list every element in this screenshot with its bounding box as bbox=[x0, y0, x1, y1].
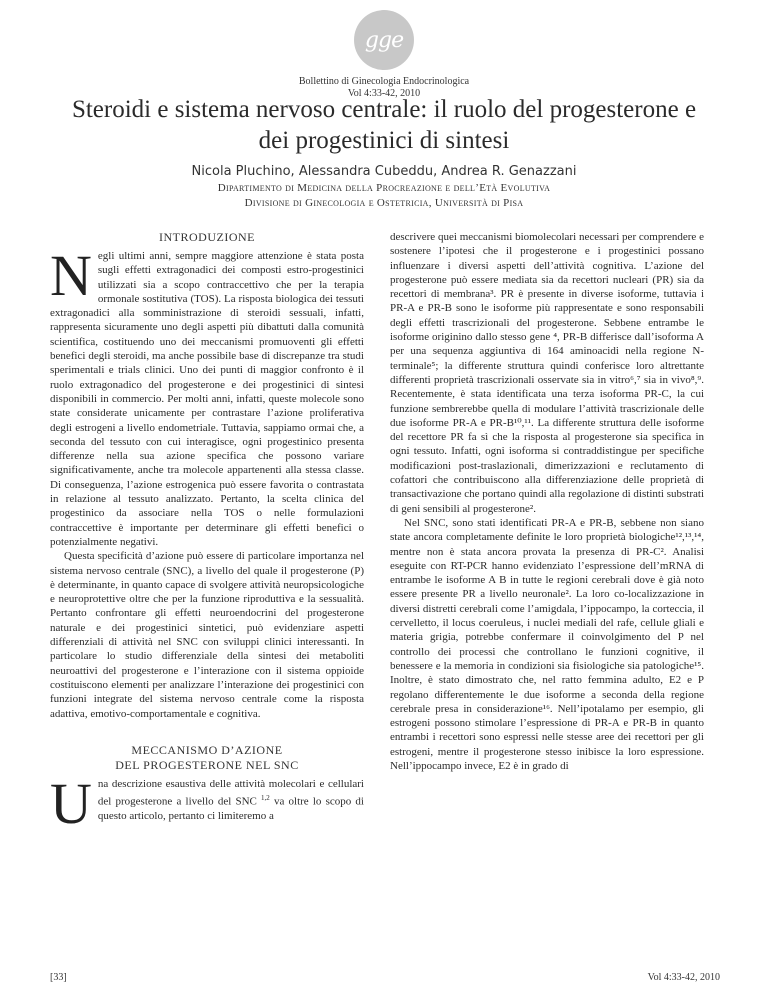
right-paragraph-2: Nel SNC, sono stati identificati PR-A e PR-B, sebbene non siano state ancora completamente definite le loro proprietà biologiche¹²,¹³,¹⁴, mentre non è stata ancora provata la presenza di PR-C². Analisi eseguite con RT-PCR hanno evidenziato l’espressione dell’mRNA di entrambe le isoforme A B in tutte le regioni cerebrali dove è già noto essere presente PR a livello neuronale². La loro co-localizzazione in diversi distretti cerebrali come l’amigdala, l’ippocampo, la corteccia, il cervelletto, il locus coeruleus, i nuclei mediali del rafe, cellule gliali e materia grigia, potrebbe confermare il coinvolgimento del P nel controllo dei processi che controllano le funzioni cognitive, il benessere e la memoria in condizioni sia fisiologiche sia patologiche¹⁵. Inoltre, è stato dimostrato che, nel ratto femmina adulto, E2 e P regolano differentemente le due isoforme a seconda della regione cerebrale presa in considerazione¹⁶. Nell’ipotalamo per esempio, gli estrogeni possono stimolare l’espressione di PR-A e PR-B in quanto entrambi i recettori sono espressi nelle stesse aree dei recettori per gli estrogeni, mentre il progesterone stesso inibisce la loro espressione. Nell’ippocampo invece, E2 è in grado di bbox=[390, 516, 704, 772]
footer-volume: Vol 4:33-42, 2010 bbox=[647, 972, 720, 983]
affiliation-department: Dipartimento di Medicina della Procreazione e dell’Età Evolutiva bbox=[217, 182, 551, 194]
mech-paragraph-1-lead: na descrizione esaustiva delle attività molecolari e cellulari del progesterone a livello del SNC bbox=[97, 777, 364, 808]
intro-paragraph-1-text: egli ultimi anni, sempre maggiore attenzione è stata posta sugli effetti extragonadici dei composti estro-progestinici utilizzati sia a scopo contraccettivo che per la terapia ormonale sostitutiva (TOS). La risposta biologica dei tessuti extragonadici alla somministrazione di steroidi sessuali, infatti, rappresenta sicuramente uno degli aspetti più dibattuti dalla comunità scientifica, costituendo uno dei meccanismi promuoventi gli effetti benefici degli steroidi, ma anche possibile base di discrepanze tra studi sperimentali e trials clinici. Uno dei punti di maggior confronto è il ruolo extragonadico del progesterone e dei progestinici di sintesi disponibili in commercio. Per molti anni, infatti, queste molecole sono state considerate unicamente per contrastare l’azione proliferativa degli estrogeni a livello endometriale. Tuttavia, sappiamo ormai che, a seconda del tessuto con cui interagisce, ogni progestinico presenta differenze nella sua azione specifica che possono variare significativamente, anche tra molecole appartenenti alla stessa classe. Di conseguenza, l’azione estrogenica può essere favorita o contrastata in relazione al tessuto analizzato. Pertanto, la scelta clinica del progestinico da associare nella TOS o nelle formulazioni contraccettive è importante per determinare gli effetti benefici o potenzialmente negativi. bbox=[50, 250, 364, 548]
section-heading-introduzione: INTRODUZIONE bbox=[159, 230, 255, 244]
journal-logo bbox=[354, 10, 414, 70]
intro-paragraph-1 bbox=[50, 243, 364, 549]
article-authors: Nicola Pluchino, Alessandra Cubeddu, Andrea R. Genazzani bbox=[191, 164, 577, 179]
intro-paragraph-2: Questa specificità d’azione può essere di particolare importanza nel sistema nervoso centrale (SNC), a livello del quale il progesterone (P) è determinante, in quanto capace di svolgere attività neuropsicologiche e neuroprotettive oltre che per la funzione riproduttiva e la sessualità. Pertanto confrontare gli effetti neuroendocrini del progesterone naturale e dei progestinici sintetici, può evidenziare aspetti differenziali di attività nel SNC con sviluppi clinici interessanti. In particolare lo studio differenziale della sintesi dei metaboliti neuroattivi del progesterone e l’interazione con il sistema oppioide costituiscono elementi per analizzare l’interazione dei progestinici con funzioni integrate del sistema nervoso centrale come la risposta adattiva, emotivo-comportamentale e cognitiva. bbox=[50, 550, 364, 720]
logo-text: gge bbox=[364, 27, 404, 53]
mech-paragraph-1-tail: va oltre lo scopo di questo articolo, pertanto ci limiteremo a bbox=[97, 795, 364, 823]
right-paragraph-1: descrivere quei meccanismi biomolecolari necessari per comprendere e sostenere l’ipotesi che il progesterone e i progestinici possano influenzare i diversi aspetti dell’attività cognitiva. L’azione del progesterone può essere mediata sia da recettori nucleari (PR) sia da recettori di membrana³. PR è presente in diverse isoforme, tuttavia i PR-A e PR-B sono le isoforme più rappresentate e sono responsabili degli effetti trascrizionali del progesterone. Sebbene entrambe le isoforme originino dallo stesso gene ⁴, PR-B differisce dall’isoforma A per una sequenza aggiuntiva di 164 aminoacidi nella regione N-terminale⁵; la differente struttura quindi conferisce loro altrettante differenti proprietà trascrizionali osservate sia in vitro⁶,⁷ sia in vivo⁸,⁹. Recentemente, è stata identificata una terza isoforma PR-C, la cui funzione sembrerebbe quella di modulare l’attività trascrizionale delle due isoforme PR-A e PR-B¹⁰,¹¹. La differente struttura delle isoforme del recettore PR fa sì che la risposta al progesterone sia specifica in ogni tessuto. Infatti, ogni isoforma si contraddistingue per specifiche modificazioni post-traslazionali, dimerizzazioni e reclutamento di cofattori che contribuiscono alla differenziazione delle proprietà di transactivazione che portano quindi alla regolazione di distinti substrati di geni sensibili al progesterone². bbox=[390, 231, 705, 515]
journal-name: Bollettino di Ginecologia Endocrinologica bbox=[298, 76, 470, 87]
mech-paragraph-1 bbox=[50, 770, 364, 836]
article-title: Steroidi e sistema nervoso centrale: il ruolo del progesterone e dei progestinici di sintesi bbox=[71, 96, 697, 154]
left-column bbox=[50, 230, 364, 836]
affiliation-division: Divisione di Ginecologia e Ostetricia, Università di Pisa bbox=[244, 197, 524, 209]
section-heading-meccanismo: MECCANISMO D’AZIONE bbox=[131, 742, 283, 757]
section-heading-meccanismo-line2: DEL PROGESTERONE NEL SNC bbox=[115, 757, 299, 772]
right-column bbox=[390, 230, 704, 773]
citation-superscript: 1,2 bbox=[261, 794, 270, 803]
dropcap-n: N bbox=[50, 243, 92, 308]
dropcap-u: U bbox=[50, 770, 92, 836]
journal-volume: Vol 4:33-42, 2010 bbox=[347, 88, 421, 99]
page-number: [33] bbox=[50, 972, 67, 983]
